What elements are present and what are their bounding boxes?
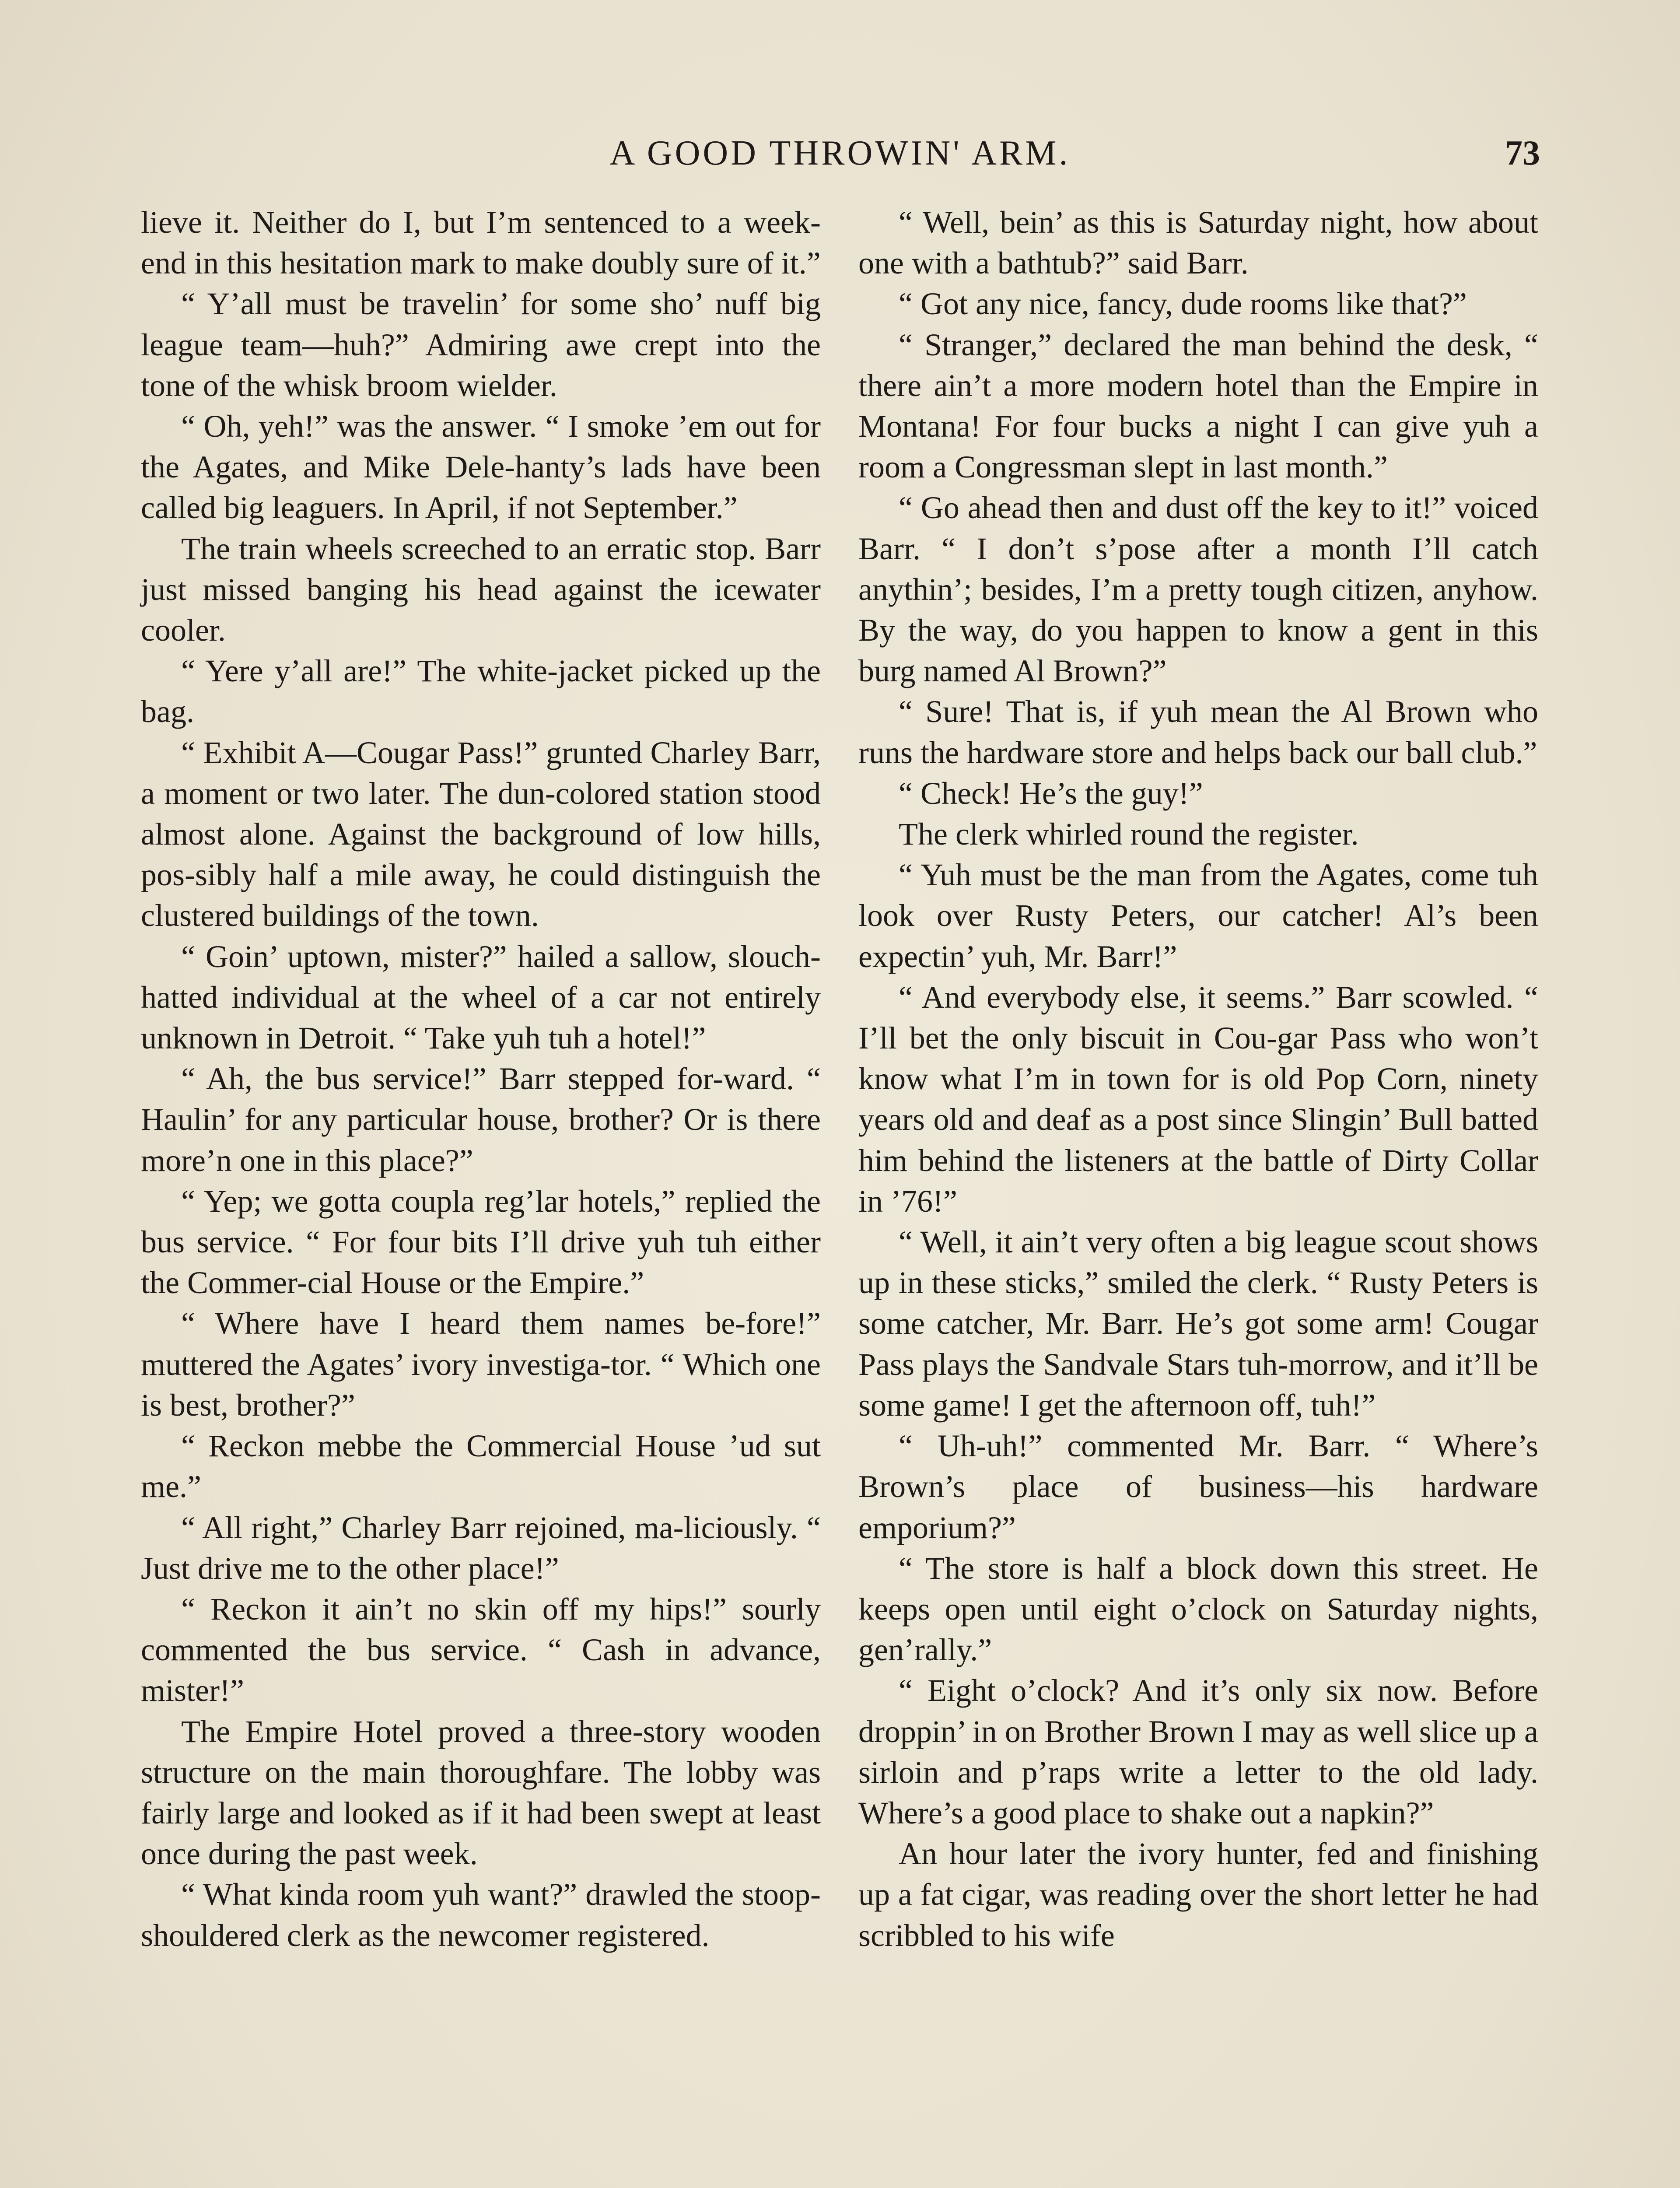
paragraph: “ Sure! That is, if yuh mean the Al Brown who runs the hardware store and helps back our ball club.” (858, 694, 1538, 770)
paragraph: The Empire Hotel proved a three-story wooden structure on the main thoroughfare. The lobby was fairly large and looked as if it had been swept at least once during the past week. (141, 1714, 821, 1872)
right-column (858, 202, 1538, 1956)
paragraph: “ Check! He’s the guy!” (899, 775, 1203, 811)
paragraph: “ Where have I heard them names be-fore!” muttered the Agates’ ivory investiga-tor. “ Which one is best, brother?” (141, 1306, 821, 1423)
paragraph: An hour later the ivory hunter, fed and finishing up a fat cigar, was reading over the short letter he had scribbled to his wife (858, 1836, 1538, 1953)
paragraph: “ The store is half a block down this street. He keeps open until eight o’clock on Saturday nights, gen’rally.” (858, 1550, 1538, 1668)
paragraph: “ What kinda room yuh want?” drawled the stoop-shouldered clerk as the newcomer registered. (141, 1877, 821, 1953)
paragraph: “ Yuh must be the man from the Agates, come tuh look over Rusty Peters, our catcher! Al’s been expectin’ yuh, Mr. Barr!” (858, 857, 1538, 974)
paragraph: “ Oh, yeh!” was the answer. “ I smoke ’em out for the Agates, and Mike Dele-hanty’s lads have been called big leaguers. In April, if not September.” (141, 409, 821, 526)
paragraph: “ Reckon it ain’t no skin off my hips!” sourly commented the bus service. “ Cash in advance, mister!” (141, 1591, 821, 1708)
paragraph: The clerk whirled round the register. (899, 817, 1359, 852)
paragraph: The train wheels screeched to an erratic stop. Barr just missed banging his head against the icewater cooler. (141, 531, 821, 648)
paragraph: “ Goin’ uptown, mister?” hailed a sallow, slouch-hatted individual at the wheel of a car not entirely unknown in Detroit. “ Take yuh tuh a hotel!” (141, 939, 821, 1056)
paragraph: “ Got any nice, fancy, dude rooms like that?” (899, 286, 1467, 322)
paragraph: “ Go ahead then and dust off the key to it!” voiced Barr. “ I don’t s’pose after a month I’ll catch anythin’; besides, I’m a pretty tough citizen, anyhow. By the way, do you happen to know a gent in this burg named Al Brown?” (858, 490, 1538, 689)
paragraph: “ Reckon mebbe the Commercial House ’ud sut me.” (141, 1428, 821, 1504)
paragraph: “ Uh-uh!” commented Mr. Barr. “ Where’s Brown’s place of business—his hardware emporium?” (858, 1428, 1538, 1545)
paragraph: “ Stranger,” declared the man behind the desk, “ there ain’t a more modern hotel than the Empire in Montana! For four bucks a night I can give yuh a room a Congressman slept in last month.” (858, 327, 1538, 485)
paragraph: “ Yep; we gotta coupla reg’lar hotels,” replied the bus service. “ For four bits I’ll drive yuh tuh either the Commer-cial House or the Empire.” (141, 1183, 821, 1301)
paragraph: “ Exhibit A—Cougar Pass!” grunted Charley Barr, a moment or two later. The dun-colored station stood almost alone. Against the background of low hills, pos-sibly half a mile away, he could distinguish the clustered buildings of the town. (141, 735, 821, 933)
paragraph: “ Well, it ain’t very often a big league scout shows up in these sticks,” smiled the clerk. “ Rusty Peters is some catcher, Mr. Barr. He’s got some arm! Cougar Pass plays the Sandvale Stars tuh-morrow, and it’ll be some game! I get the afternoon off, tuh!” (858, 1224, 1538, 1423)
page-number: 73 (1505, 134, 1540, 172)
paragraph: “ Yere y’all are!” The white-jacket picked up the bag. (141, 653, 821, 729)
paragraph: lieve it. Neither do I, but I’m sentenced to a week-end in this hesitation mark to make doubly sure of it.” (141, 205, 821, 281)
paragraph: “ All right,” Charley Barr rejoined, ma-liciously. “ Just drive me to the other place!” (141, 1510, 821, 1586)
paragraph: “ Y’all must be travelin’ for some sho’ nuff big league team—huh?” Admiring awe crept into the tone of the whisk broom wielder. (141, 286, 821, 403)
paragraph: “ Ah, the bus service!” Barr stepped for-ward. “ Haulin’ for any particular house, brother? Or is there more’n one in this place?” (141, 1061, 821, 1178)
paragraph: “ And everybody else, it seems.” Barr scowled. “ I’ll bet the only biscuit in Cou-gar Pass who won’t know what I’m in town for is old Pop Corn, ninety years old and deaf as a post since Slingin’ Bull batted him behind the listeners at the battle of Dirty Collar in ’76!” (858, 979, 1538, 1219)
running-title: A GOOD THROWIN' ARM. (609, 134, 1071, 172)
page-header (140, 133, 1540, 177)
paragraph: “ Eight o’clock? And it’s only six now. Before droppin’ in on Brother Brown I may as well slice up a sirloin and p’raps write a letter to the old lady. Where’s a good place to shake out a napkin?” (858, 1673, 1538, 1830)
left-column (141, 202, 821, 1956)
paragraph: “ Well, bein’ as this is Saturday night, how about one with a bathtub?” said Barr. (858, 205, 1538, 281)
